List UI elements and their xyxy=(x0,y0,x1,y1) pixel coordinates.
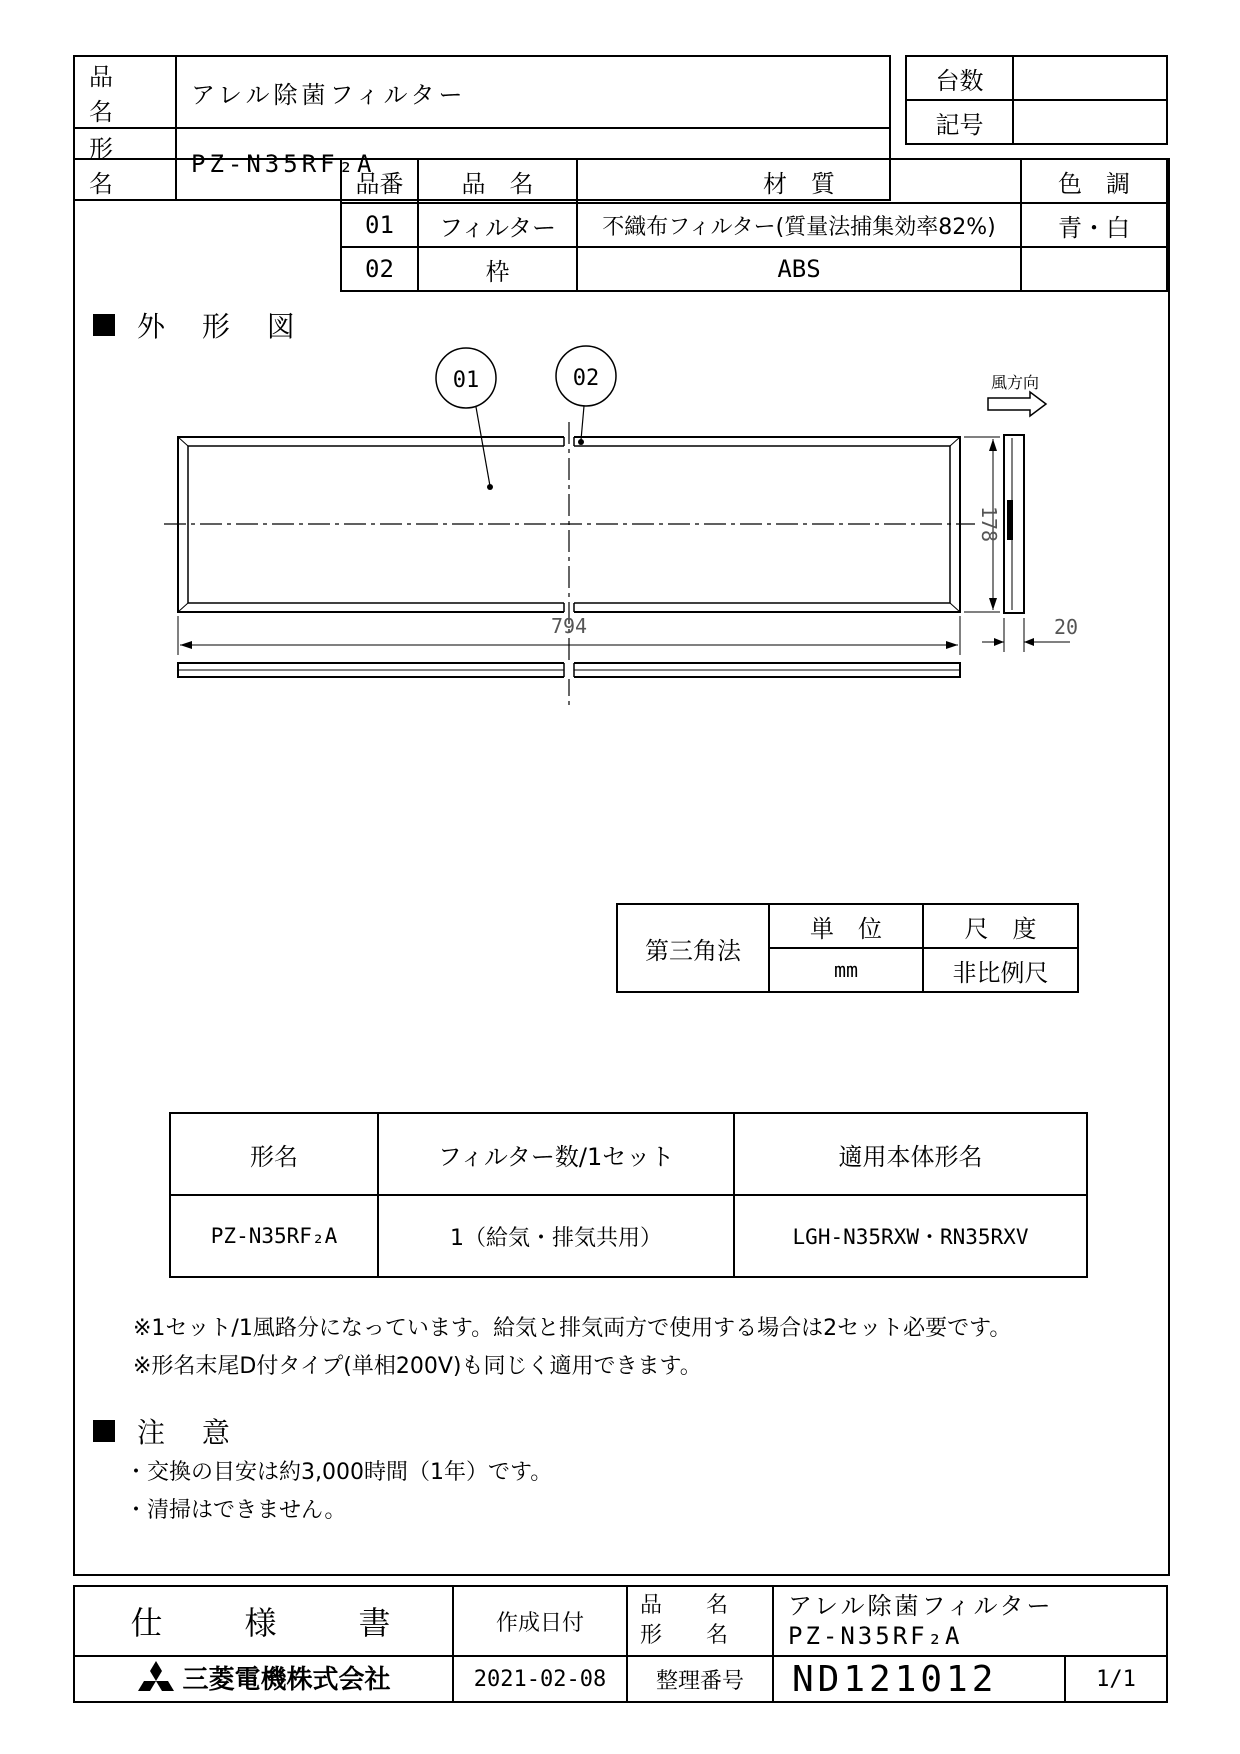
callout-label-02: 02 xyxy=(572,366,600,391)
created-date-value: 2021-02-08 xyxy=(453,1656,627,1702)
footer-model-label: 形 名 xyxy=(640,1623,729,1648)
caution-item: ・交換の目安は約3,000時間（1年）です。 xyxy=(125,1460,553,1485)
apply-header-model: 形名 xyxy=(170,1113,378,1195)
depth-dimension-value: 20 xyxy=(1053,615,1079,639)
note-line: ※1セット/1風路分になっています。給気と排気両方で使用する場合は2セット必要です。 xyxy=(133,1316,1012,1341)
wind-direction-label: 風方向 xyxy=(990,373,1040,392)
projection-method: 第三角法 xyxy=(617,904,769,992)
company-name: 三菱電機株式会社 xyxy=(182,1665,391,1696)
callout-label-01: 01 xyxy=(452,368,480,393)
scale-value: 非比例尺 xyxy=(923,948,1078,992)
footer-product-label: 品 名 xyxy=(640,1593,729,1618)
notes xyxy=(133,1310,1011,1386)
apply-header-body-model: 適用本体形名 xyxy=(734,1113,1087,1195)
part-name: 枠 xyxy=(418,247,577,291)
leader-line-02 xyxy=(581,406,584,440)
outline-title-text: 外 形 図 xyxy=(137,310,309,343)
scale-label: 尺 度 xyxy=(923,904,1078,948)
part-no: 01 xyxy=(341,203,418,247)
outline-drawing xyxy=(0,0,1240,760)
part-no: 02 xyxy=(341,247,418,291)
mark-label: 記号 xyxy=(906,100,1013,144)
unit-label: 単 位 xyxy=(769,904,923,948)
document-type: 仕 様 書 xyxy=(74,1586,453,1656)
part-material: 不織布フィルター(質量法捕集効率82%) xyxy=(577,203,1021,247)
created-date-label: 作成日付 xyxy=(453,1586,627,1656)
part-material: ABS xyxy=(577,247,1021,291)
apply-body-model: LGH-N35RXW・RN35RXV xyxy=(734,1195,1087,1277)
width-dimension-value: 794 xyxy=(550,614,588,638)
leader-dot-01 xyxy=(487,484,493,490)
application-table xyxy=(169,1112,1088,1278)
product-name-label: 品 名 xyxy=(74,56,176,128)
parts-header-no: 品番 xyxy=(341,159,418,203)
model-name-label: 形 名 xyxy=(74,128,176,200)
model-name-value: PZ-N35RF₂A xyxy=(176,128,890,200)
part-name: フィルター xyxy=(418,203,577,247)
apply-model: PZ-N35RF₂A xyxy=(170,1195,378,1277)
caution-section-title xyxy=(93,1411,244,1451)
footer-table xyxy=(73,1585,1168,1703)
company-cell xyxy=(74,1656,453,1702)
scale-table xyxy=(616,903,1079,993)
caution-item: ・清掃はできません。 xyxy=(125,1498,347,1523)
square-bullet-icon xyxy=(93,1420,115,1442)
leader-dot-02 xyxy=(578,439,584,445)
apply-header-count: フィルター数/1セット xyxy=(378,1113,734,1195)
part-color: 青・白 xyxy=(1021,203,1167,247)
height-dimension-value: 178 xyxy=(977,505,1001,543)
footer-model-value: PZ-N35RF₂A xyxy=(788,1622,963,1650)
unit-value: mm xyxy=(769,948,923,992)
parts-header-material: 材 質 xyxy=(577,159,1021,203)
note-line: ※形名末尾D付タイプ(単相200V)も同じく適用できます。 xyxy=(133,1354,702,1379)
table-row xyxy=(170,1195,1087,1277)
mitsubishi-logo-icon xyxy=(136,1661,176,1695)
parts-header-name: 品 名 xyxy=(418,159,577,203)
footer-product-value: アレル除菌フィルター xyxy=(788,1592,1054,1620)
caution-list xyxy=(125,1454,552,1530)
apply-count: 1（給気・排気共用） xyxy=(378,1195,734,1277)
page-number: 1/1 xyxy=(1065,1656,1167,1702)
caution-title-text: 注 意 xyxy=(137,1416,244,1449)
product-name-value: アレル除菌フィルター xyxy=(176,56,890,128)
reference-number-value: ND121012 xyxy=(773,1656,1065,1702)
quantity-label: 台数 xyxy=(906,56,1013,100)
wind-arrow-icon xyxy=(988,392,1046,416)
reference-number-label: 整理番号 xyxy=(627,1656,773,1702)
parts-header-color: 色 調 xyxy=(1021,159,1167,203)
